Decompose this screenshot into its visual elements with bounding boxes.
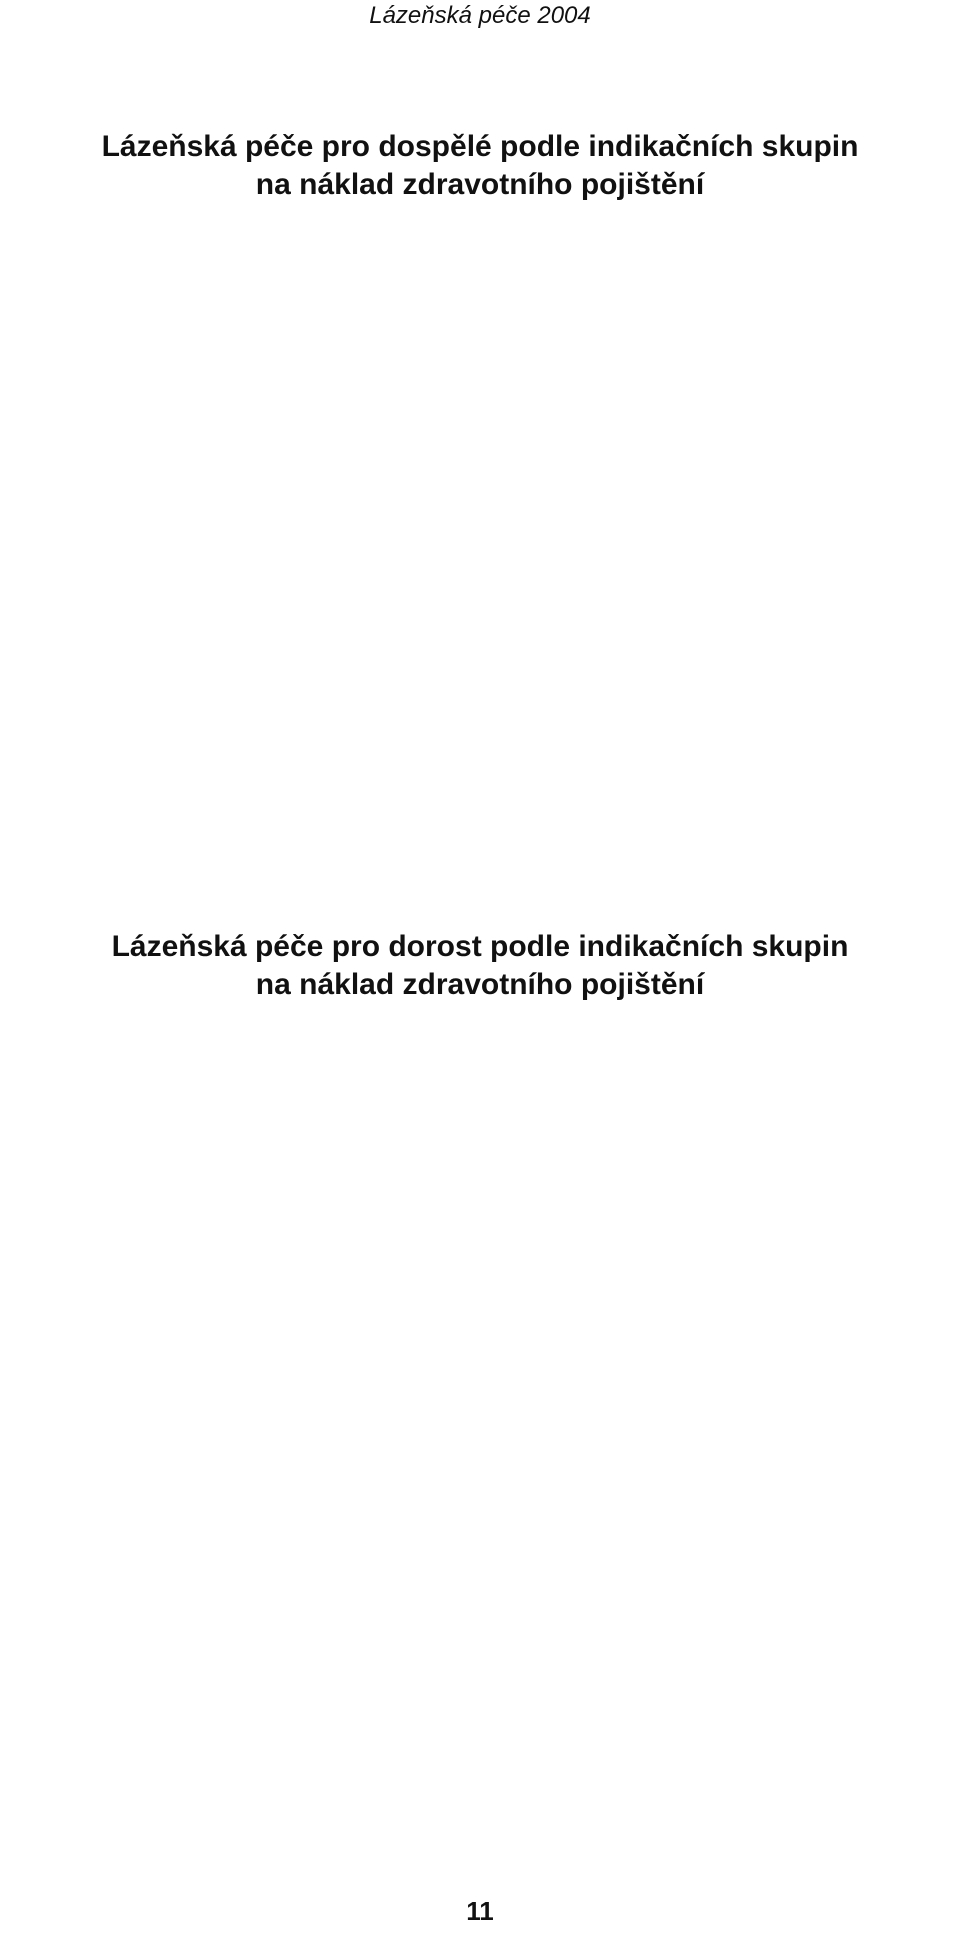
chart2-title-line1: Lázeňská péče pro dorost podle indikačních skupin: [111, 930, 849, 963]
chart2-title-line2: na náklad zdravotního pojištění: [255, 968, 705, 1001]
page-header: Lázeňská péče 2004: [369, 2, 591, 29]
chart1-title-line1: Lázeňská péče pro dospělé podle indikačních skupin: [101, 130, 859, 163]
page-number: 11: [466, 1896, 494, 1926]
chart1-title-line2: na náklad zdravotního pojištění: [255, 168, 705, 201]
